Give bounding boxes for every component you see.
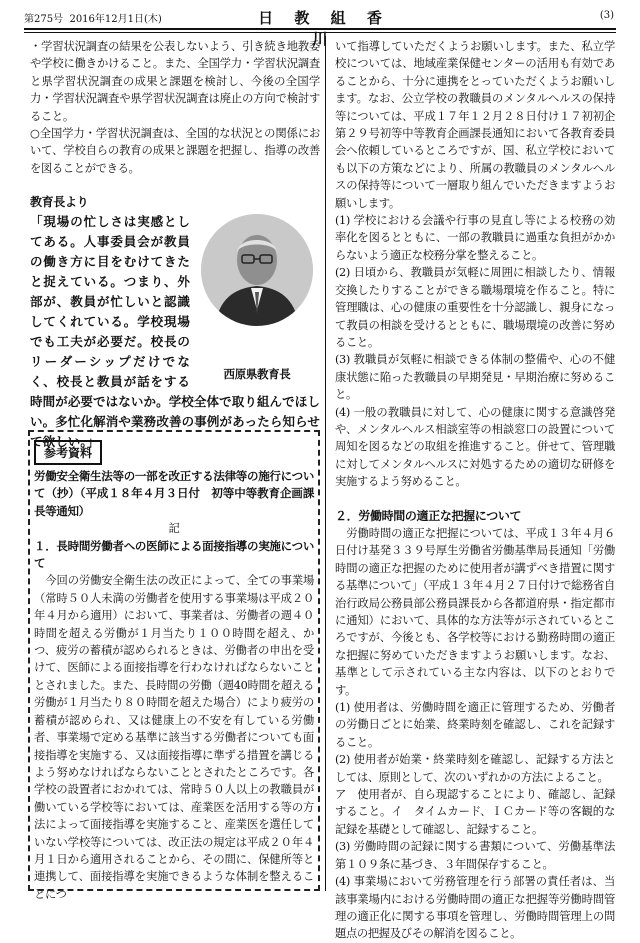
list-item: (2) 使用者が始業・終業時刻を確認し、記録する方法としては、原則として、次のいずれかの方法によること。 — [335, 753, 615, 784]
list-item: (4) 一般の教職員に対して、心の健康に関する意識啓発や、メンタルヘルス相談室等の相談窓口の設置について周知を図るなどの取組を推進すること。併せて、管理職に対してメンタルヘルスに対処するための適切な研修を実施するよう努めること。 — [335, 405, 615, 489]
list-item: ア 使用者が、自ら現認することにより、確認し、記録すること。イ タイムカード、ＩＣカード等の客観的な記録を基礎として確認し、記録すること。 — [335, 788, 615, 836]
page-header — [24, 6, 616, 48]
header-rule-thin — [24, 32, 616, 33]
list-item: (2) 日頃から、教職員が気軽に周囲に相談したり、情報交換したりすることができる職場環境を作ること。特に管理職は、心の健康の重要性を十分認識し、親身になって教員の相談を受けるとともに、職場環境の改善に努めること。 — [335, 266, 615, 349]
section-2-body: 労働時間の適正な把握については、平成１３年４月６日付け基発３３９号厚生労働省労働基準局長通知「労働時間の適正な把握のために使用者が講ずべき措置に関する基準について」（平成１３年４月２７日付けで総務省自治行政局公務員部公務員課長から各都道府県・指定都市に通知）において、具体的な方法等が示されているところですが、今後とも、各学校等における勤務時間の適正な把握に努めていただきますようお願いします。なお、基準として示されている主な内容は、以下のとおりです。 — [335, 526, 615, 697]
list-item: (1) 使用者は、労働時間を適正に管理するため、労働者の労働日ごとに始業、終業時刻を確認し、これを記録すること。 — [335, 701, 615, 749]
intro-item-1: ・学習状況調査の結果を公表しないよう、引き続き地教委や学校に働きかけること。また、全国学力・学習状況調査と県学習状況調査の成果と課題を検討し、今後の全国学力・学習状況調査や県学習状況調査は廃止の方向で検討すること。 — [30, 40, 320, 123]
reference-title: 労働安全衛生法等の一部を改正する法律等の施行について（抄）（平成１８年４月３日付 初等中等教育企画課長等通知） — [34, 469, 314, 518]
masthead-title: 日 教 組 香 川 — [258, 9, 390, 48]
section-2-heading: ２．労働時間の適正な把握について — [335, 508, 522, 523]
intro-item-2: ○全国学力・学習状況調査は、全国的な状況との関係において、学校自らの教育の成果と課題を把握し、指導の改善を図ることができる。 — [30, 127, 320, 175]
page-number: (3) — [599, 10, 614, 21]
list-item: (3) 教職員が気軽に相談できる体制の整備や、心の不健康状態に陥った教職員の早期発見・早期治療に努めること。 — [335, 353, 615, 402]
reference-heading: １．長時間労働者への医師による面接指導の実施について — [34, 538, 314, 571]
list-item: (4) 事業場において労務管理を行う部署の責任者は、当該事業場内における労働時間の適正な把握等労働時間管理の適正化に関する事項を管理し、労働時間管理上の問題点の把握及びその解消を図ること。 — [335, 875, 615, 941]
portrait-figure — [201, 214, 313, 326]
right-paragraph-1: いて指導していただくようお願いします。また、私立学校については、地域産業保健センターの活用も有効であることから、十分に連携をとっていただくようお願いします。なお、公立学校の教職員のメンタルヘルスの保持等については、平成１７年１２月２８日付け１７初初企第２９号初等中等教育企画課長通知において各教育委員会へ依頼しているところですが、国、私立学校においても以下の方策などにより、所属の教職員のメンタルヘルスの保持等について一層取り組んでいただきますようお願いします。 — [335, 40, 615, 210]
photo-caption: 西原県教育長 — [223, 366, 291, 381]
chief-quote: 「現場の忙しさは実感としてある。人事委員会が教員の働き方に目をむけてきたと捉えている。つまり、外部が、教員が忙しいと認識してくれている。学校現場でも工夫が必要だ。校長のリーダーシップだけでなく、校長と教員が話をする時間が必要ではないか。学校全体で取り組んでほしい。多忙化解消や業務改善の事例があったら知らせて欲しい。」 — [30, 213, 320, 449]
reference-label: 参考資料 — [34, 440, 102, 465]
left-column — [30, 38, 320, 452]
reference-body: 今回の労働安全衛生法の改正によって、全ての事業場（常時５０人未満の労働者を使用する事業場は平成２０年４月から適用）において、事業者は、労働者の週４０時間を超える労働が１月当たり１００時間を超え、かつ、疲労の蓄積が認められるときは、労働者の申出を受けて、医師による面接指導を行わなければならないこととされました。また、長時間の労働（週40時間を超える労働が１月当たり８０時間を超えた場合）により疲労の蓄積が認められ、又は健康上の不安を有している労働者、事業場で定める基準に該当する労働者についても面接指導を実施する、又は面接指導に準ずる措置を講じるよう努めなければならないこととされたところです。各学校の設置者におかれては、常時５０人以上の教職員が働いている学校等においては、産業医を活用する等の方法によって面接指導を実施すること、産業医を選任していない学校等については、改正法の規定は平成２０年４月１日から適用されることから、その間に、保健所等と連携して、面接指導を実施できるような体制を整えることにつ — [34, 574, 314, 901]
header-rule — [24, 28, 616, 30]
list-item: (1) 学校における会議や行事の見直し等による校務の効率化を図るとともに、一部の教職員に過重な負担がかからないよう適正な校務分掌を整えること。 — [335, 214, 615, 262]
chief-label: 教育長より — [30, 195, 89, 210]
column-divider — [325, 36, 326, 891]
list-item: (3) 労働時間の記録に関する書類について、労働基準法第１０９条に基づき、３年間保存すること。 — [335, 840, 615, 871]
photo-block — [194, 214, 320, 380]
issue-and-date: 第275号 2016年12月1日(木) — [24, 14, 162, 25]
education-chief-photo — [201, 214, 313, 326]
reference-ki: 記 — [168, 522, 180, 536]
right-column — [335, 38, 615, 943]
reference-content — [34, 468, 314, 903]
